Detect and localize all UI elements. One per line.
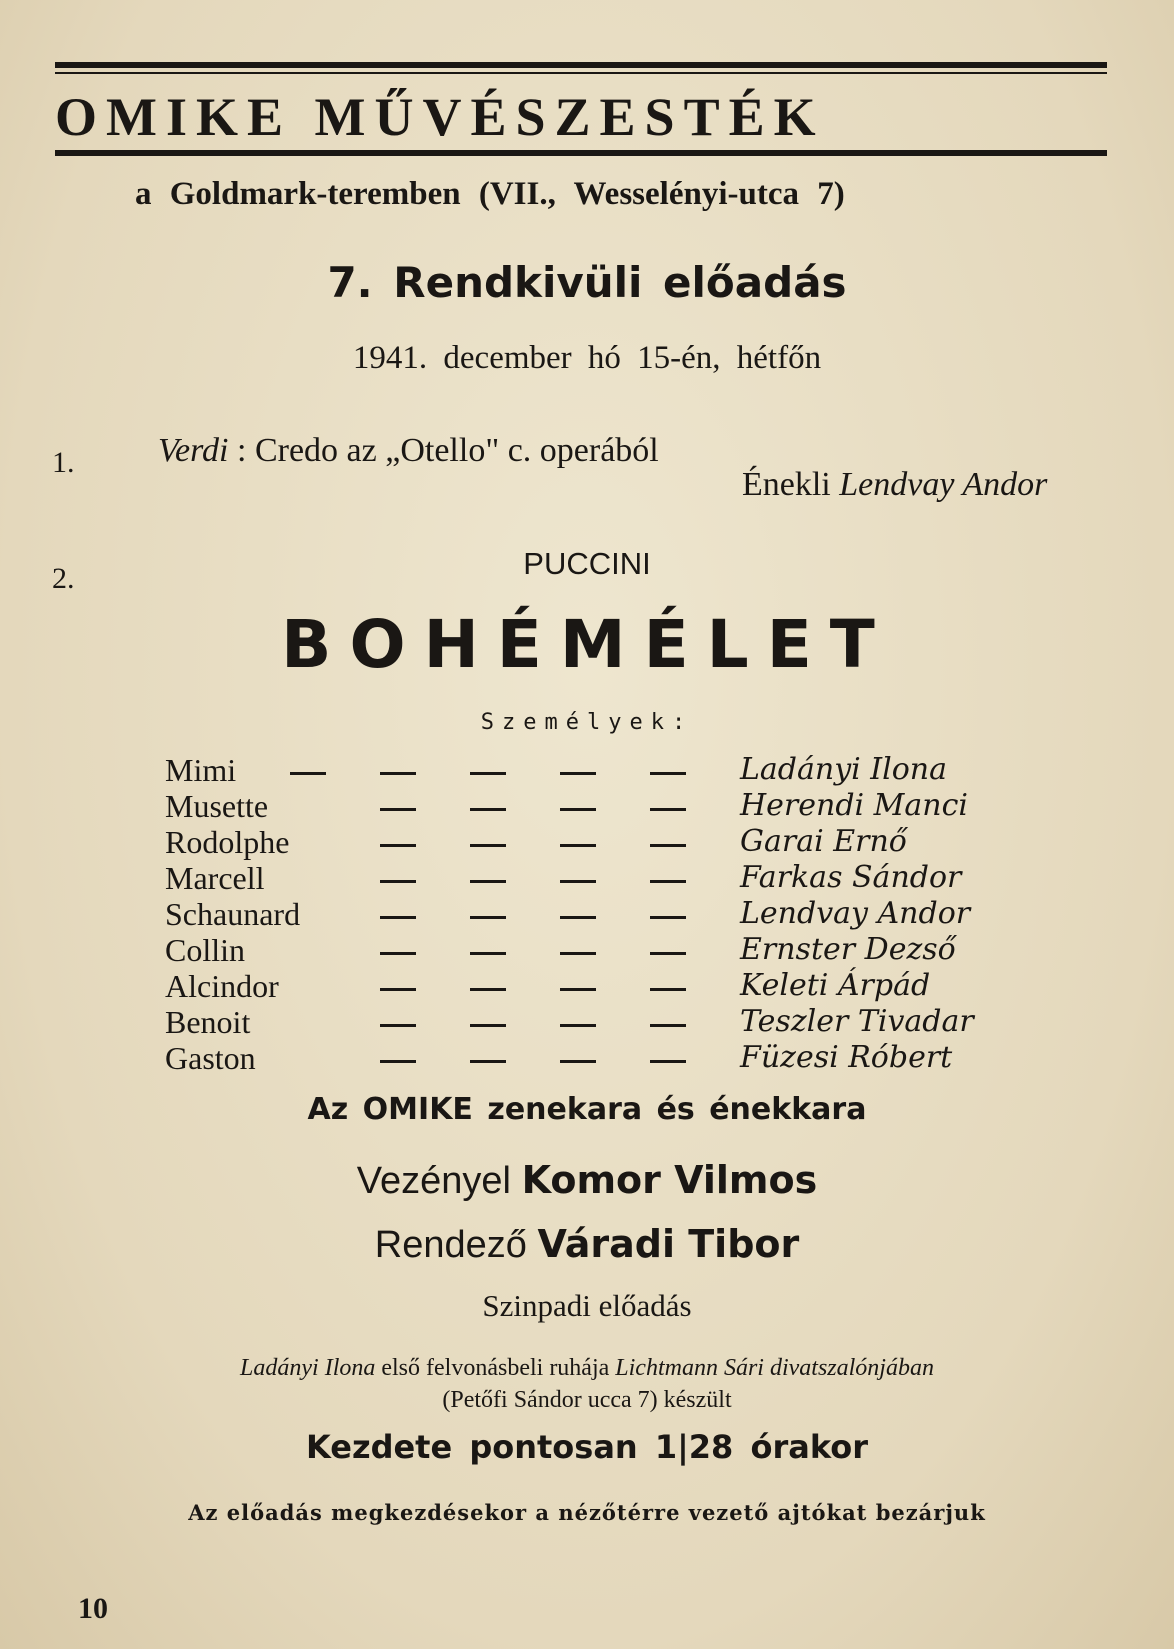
cast-dash	[650, 1024, 686, 1027]
header-bottom-rule	[55, 150, 1107, 156]
cast-role: Alcindor	[165, 968, 279, 1004]
cast-dash	[470, 988, 506, 991]
cast-dash	[380, 808, 416, 811]
opera-title: BOHÉMÉLET	[281, 606, 893, 683]
costume-note-line-1	[0, 1352, 1174, 1384]
item-1-number: 1.	[52, 446, 75, 479]
cast-dash	[650, 1060, 686, 1063]
cast-actor: Lendvay Andor	[740, 896, 971, 931]
item-1-piece: Credo az „Otello" c. operából	[254, 432, 659, 469]
page-number: 10	[78, 1592, 108, 1625]
cast-role: Benoit	[165, 1004, 251, 1040]
cast-dash	[560, 1060, 596, 1063]
cast-dash	[650, 772, 686, 775]
item-1-composer: Verdi	[158, 432, 229, 469]
cast-dash	[650, 952, 686, 955]
director-name: Váradi Tibor	[537, 1222, 800, 1266]
item-1-separator: :	[228, 432, 255, 469]
cast-dash	[560, 988, 596, 991]
start-time-value: 1|28 órakor	[654, 1428, 868, 1466]
cast-dash	[560, 844, 596, 847]
cast-dash	[650, 916, 686, 919]
cast-row	[165, 1040, 1065, 1076]
conductor-label: Vezényel	[356, 1160, 511, 1202]
costume-text-1: első felvonásbeli ruhája	[375, 1355, 616, 1381]
costume-note	[0, 1352, 1174, 1416]
header-top-rule-thin	[55, 72, 1107, 74]
cast-row	[165, 896, 1065, 932]
cast-row	[165, 968, 1065, 1004]
cast-dash	[470, 880, 506, 883]
cast-role: Marcell	[165, 860, 265, 896]
cast-row	[165, 752, 1065, 788]
door-notice: Az előadás megkezdésekor a nézőtérre vezető ajtókat bezárjuk	[188, 1500, 986, 1525]
cast-role: Collin	[165, 932, 246, 968]
cast-dash	[380, 916, 416, 919]
cast-dash	[560, 952, 596, 955]
cast-actor: Herendi Manci	[740, 788, 968, 823]
venue-line: a Goldmark-teremben (VII., Wesselényi-utca 7)	[135, 176, 845, 212]
item-1-singer-prefix: Énekli	[742, 466, 840, 503]
conductor-name: Komor Vilmos	[521, 1158, 818, 1202]
cast-dash	[470, 844, 506, 847]
cast-dash	[380, 988, 416, 991]
cast-dash	[560, 808, 596, 811]
cast-dash	[380, 1024, 416, 1027]
start-time-label: Kezdete pontosan	[306, 1428, 638, 1466]
costume-salon: Lichtmann Sári divatszalónjában	[615, 1355, 934, 1381]
item-1-singer-line	[742, 466, 1047, 504]
cast-dash	[470, 916, 506, 919]
orchestra-line: Az OMIKE zenekara és énekkara	[307, 1092, 867, 1127]
stage-line: Szinpadi előadás	[482, 1288, 692, 1323]
cast-dash	[650, 880, 686, 883]
cast-dash	[560, 916, 596, 919]
cast-dash	[470, 1024, 506, 1027]
cast-row	[165, 788, 1065, 824]
cast-actor: Ernster Dezső	[740, 932, 956, 967]
cast-dash	[470, 952, 506, 955]
persons-label: Személyek:	[480, 710, 694, 735]
cast-role: Gaston	[165, 1040, 256, 1076]
cast-dash	[380, 952, 416, 955]
item-1-singer: Lendvay Andor	[839, 466, 1048, 503]
director-label: Rendező	[374, 1224, 527, 1266]
cast-role: Musette	[165, 788, 269, 824]
cast-dash	[560, 880, 596, 883]
cast-actor: Keleti Árpád	[740, 968, 931, 1003]
performance-title: 7. Rendkivüli előadás	[327, 258, 847, 307]
cast-dash	[470, 808, 506, 811]
cast-row	[165, 932, 1065, 968]
cast-role: Rodolphe	[165, 824, 290, 860]
cast-role: Schaunard	[165, 896, 301, 932]
cast-dash	[470, 772, 506, 775]
item-2-composer: PUCCINI	[523, 546, 651, 581]
start-time-line	[0, 1428, 1174, 1466]
cast-dash	[380, 1060, 416, 1063]
cast-row	[165, 860, 1065, 896]
item-1-line	[158, 432, 659, 470]
header-title: OMIKE MŰVÉSZESTÉK	[55, 87, 825, 147]
cast-row	[165, 1004, 1065, 1040]
cast-dash	[380, 844, 416, 847]
cast-row	[165, 824, 1065, 860]
cast-dash	[650, 808, 686, 811]
cast-dash	[380, 880, 416, 883]
costume-note-line-2: (Petőfi Sándor ucca 7) készült	[442, 1387, 732, 1413]
cast-actor: Garai Ernő	[740, 824, 907, 859]
cast-dash	[650, 988, 686, 991]
performance-date: 1941. december hó 15-én, hétfőn	[352, 340, 822, 376]
director-line	[0, 1222, 1174, 1267]
header-top-rule	[55, 62, 1107, 68]
item-2-number: 2.	[52, 562, 75, 595]
costume-actress: Ladányi Ilona	[240, 1355, 376, 1381]
cast-actor: Farkas Sándor	[740, 860, 962, 895]
cast-dash	[560, 1024, 596, 1027]
cast-dash	[560, 772, 596, 775]
cast-actor: Füzesi Róbert	[740, 1040, 953, 1075]
conductor-line	[0, 1158, 1174, 1203]
cast-actor: Ladányi Ilona	[740, 752, 948, 787]
cast-dash	[290, 772, 326, 775]
cast-dash	[650, 844, 686, 847]
cast-dash	[470, 1060, 506, 1063]
cast-role: Mimi	[165, 752, 237, 788]
cast-actor: Teszler Tivadar	[740, 1004, 974, 1039]
cast-dash	[380, 772, 416, 775]
